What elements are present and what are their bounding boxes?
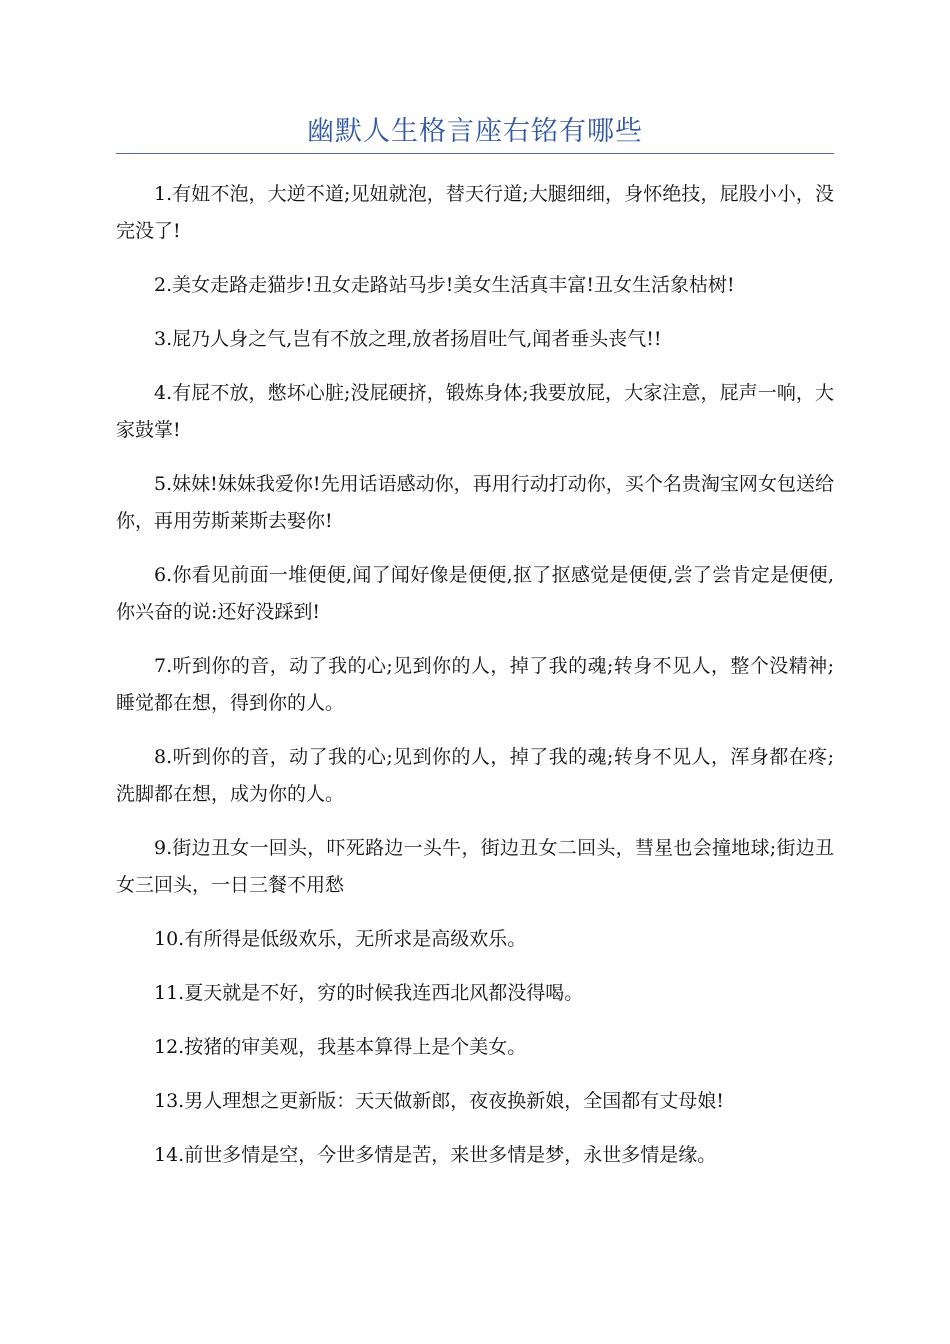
paragraph-11: 11.夏天就是不好，穷的时候我连西北风都没得喝。 <box>154 982 584 1004</box>
paragraph-3: 3.屁乃人身之气,岂有不放之理,放者扬眉吐气,闻者垂头丧气!! <box>154 328 662 350</box>
paragraph-9: 9.街边丑女一回头，吓死路边一头牛，街边丑女二回头，彗星也会撞地球;街边丑女三回头，一日三餐不用愁 <box>116 837 834 896</box>
paragraph-2: 2.美女走路走猫步!丑女走路站马步!美女生活真丰富!丑女生活象枯树! <box>154 274 735 296</box>
document-title: 幽默人生格言座右铭有哪些 <box>307 116 643 147</box>
paragraph-7: 7.听到你的音，动了我的心;见到你的人，掉了我的魂;转身不见人，整个没精神;睡觉都在想，得到你的人。 <box>116 655 834 714</box>
paragraph-14: 14.前世多情是空，今世多情是苦，来世多情是梦，永世多情是缘。 <box>154 1144 717 1166</box>
paragraph-6: 6.你看见前面一堆便便,闻了闻好像是便便,抠了抠感觉是便便,尝了尝肯定是便便,你兴奋的说:还好没踩到! <box>116 564 834 623</box>
paragraph-10: 10.有所得是低级欢乐，无所求是高级欢乐。 <box>154 928 527 950</box>
document-body <box>116 176 834 1191</box>
paragraph-5: 5.妹妹!妹妹我爱你!先用话语感动你，再用行动打动你，买个名贵淘宝网女包送给你，再用劳斯莱斯去娶你! <box>116 473 834 532</box>
paragraph-13: 13.男人理想之更新版：天天做新郎，夜夜换新娘，全国都有丈母娘! <box>154 1090 724 1112</box>
paragraph-1: 1.有妞不泡，大逆不道;见妞就泡，替天行道;大腿细细，身怀绝技，屁股小小，没完没了! <box>116 183 834 242</box>
title-underline <box>116 153 834 154</box>
paragraph-12: 12.按猪的审美观，我基本算得上是个美女。 <box>154 1036 527 1058</box>
paragraph-8: 8.听到你的音，动了我的心;见到你的人，掉了我的魂;转身不见人，浑身都在疼;洗脚都在想，成为你的人。 <box>116 746 834 805</box>
paragraph-4: 4.有屁不放，憋坏心脏;没屁硬挤，锻炼身体;我要放屁，大家注意，屁声一响，大家鼓掌! <box>116 382 834 441</box>
